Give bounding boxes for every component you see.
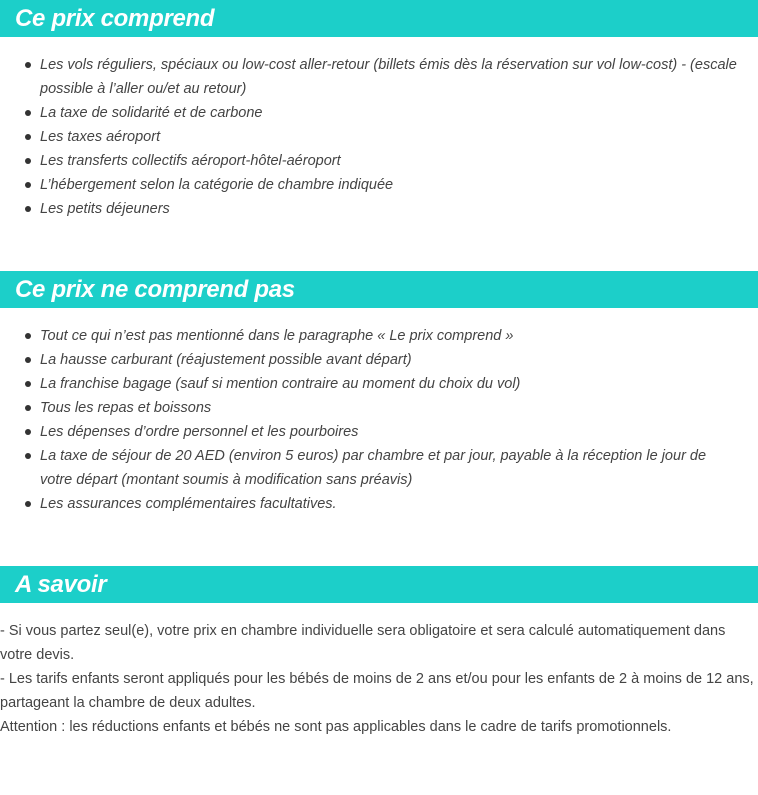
list-item: Les taxes aéroport xyxy=(0,125,758,149)
list-item: Tous les repas et boissons xyxy=(0,396,758,420)
a-savoir-text xyxy=(0,619,758,739)
paragraph: Attention : les réductions enfants et bébés ne sont pas applicables dans le cadre de tarifs promotionnels. xyxy=(0,719,672,735)
paragraph: - Si vous partez seul(e), votre prix en chambre individuelle sera obligatoire et sera calculé automatiquement dans votre devis. xyxy=(0,623,726,663)
bullet-icon xyxy=(25,357,31,363)
bullet-icon xyxy=(25,501,31,507)
list-item: La franchise bagage (sauf si mention contraire au moment du choix du vol) xyxy=(0,372,758,396)
paragraph: - Les tarifs enfants seront appliqués pour les bébés de moins de 2 ans et/ou pour les enfants de 2 à moins de 12 ans, partageant la chambre de deux adultes. xyxy=(0,671,754,711)
bullet-icon xyxy=(25,453,31,459)
bullet-icon xyxy=(25,405,31,411)
list-comprend xyxy=(0,53,758,221)
list-item: Les petits déjeuners xyxy=(0,197,758,221)
section-header-comprend xyxy=(0,0,758,37)
bullet-icon xyxy=(25,182,31,188)
list-item: La taxe de solidarité et de carbone xyxy=(0,101,758,125)
list-item: Les assurances complémentaires facultatives. xyxy=(0,492,758,516)
bullet-icon xyxy=(25,333,31,339)
bullet-icon xyxy=(25,381,31,387)
list-item: L’hébergement selon la catégorie de chambre indiquée xyxy=(0,173,758,197)
list-item: La hausse carburant (réajustement possible avant départ) xyxy=(0,348,758,372)
section-title-a-savoir: A savoir xyxy=(15,571,107,598)
list-item: Les dépenses d’ordre personnel et les pourboires xyxy=(0,420,758,444)
list-item: Tout ce qui n’est pas mentionné dans le paragraphe « Le prix comprend » xyxy=(0,324,758,348)
bullet-icon xyxy=(25,134,31,140)
list-item: Les transferts collectifs aéroport-hôtel-aéroport xyxy=(0,149,758,173)
section-title-comprend: Ce prix comprend xyxy=(15,5,215,32)
list-item: Les vols réguliers, spéciaux ou low-cost aller-retour (billets émis dès la réservation sur vol low-cost) - (escale possible à l’aller ou/et au retour) xyxy=(0,53,758,101)
bullet-icon xyxy=(25,158,31,164)
bullet-icon xyxy=(25,206,31,212)
list-item: La taxe de séjour de 20 AED (environ 5 euros) par chambre et par jour, payable à la réception le jour de votre départ (montant soumis à modification sans préavis) xyxy=(0,444,758,492)
bullet-icon xyxy=(25,110,31,116)
bullet-icon xyxy=(25,62,31,68)
section-title-ne-comprend-pas: Ce prix ne comprend pas xyxy=(15,276,295,303)
section-header-ne-comprend-pas xyxy=(0,271,758,308)
section-header-a-savoir xyxy=(0,566,758,603)
bullet-icon xyxy=(25,429,31,435)
list-ne-comprend-pas xyxy=(0,324,758,516)
